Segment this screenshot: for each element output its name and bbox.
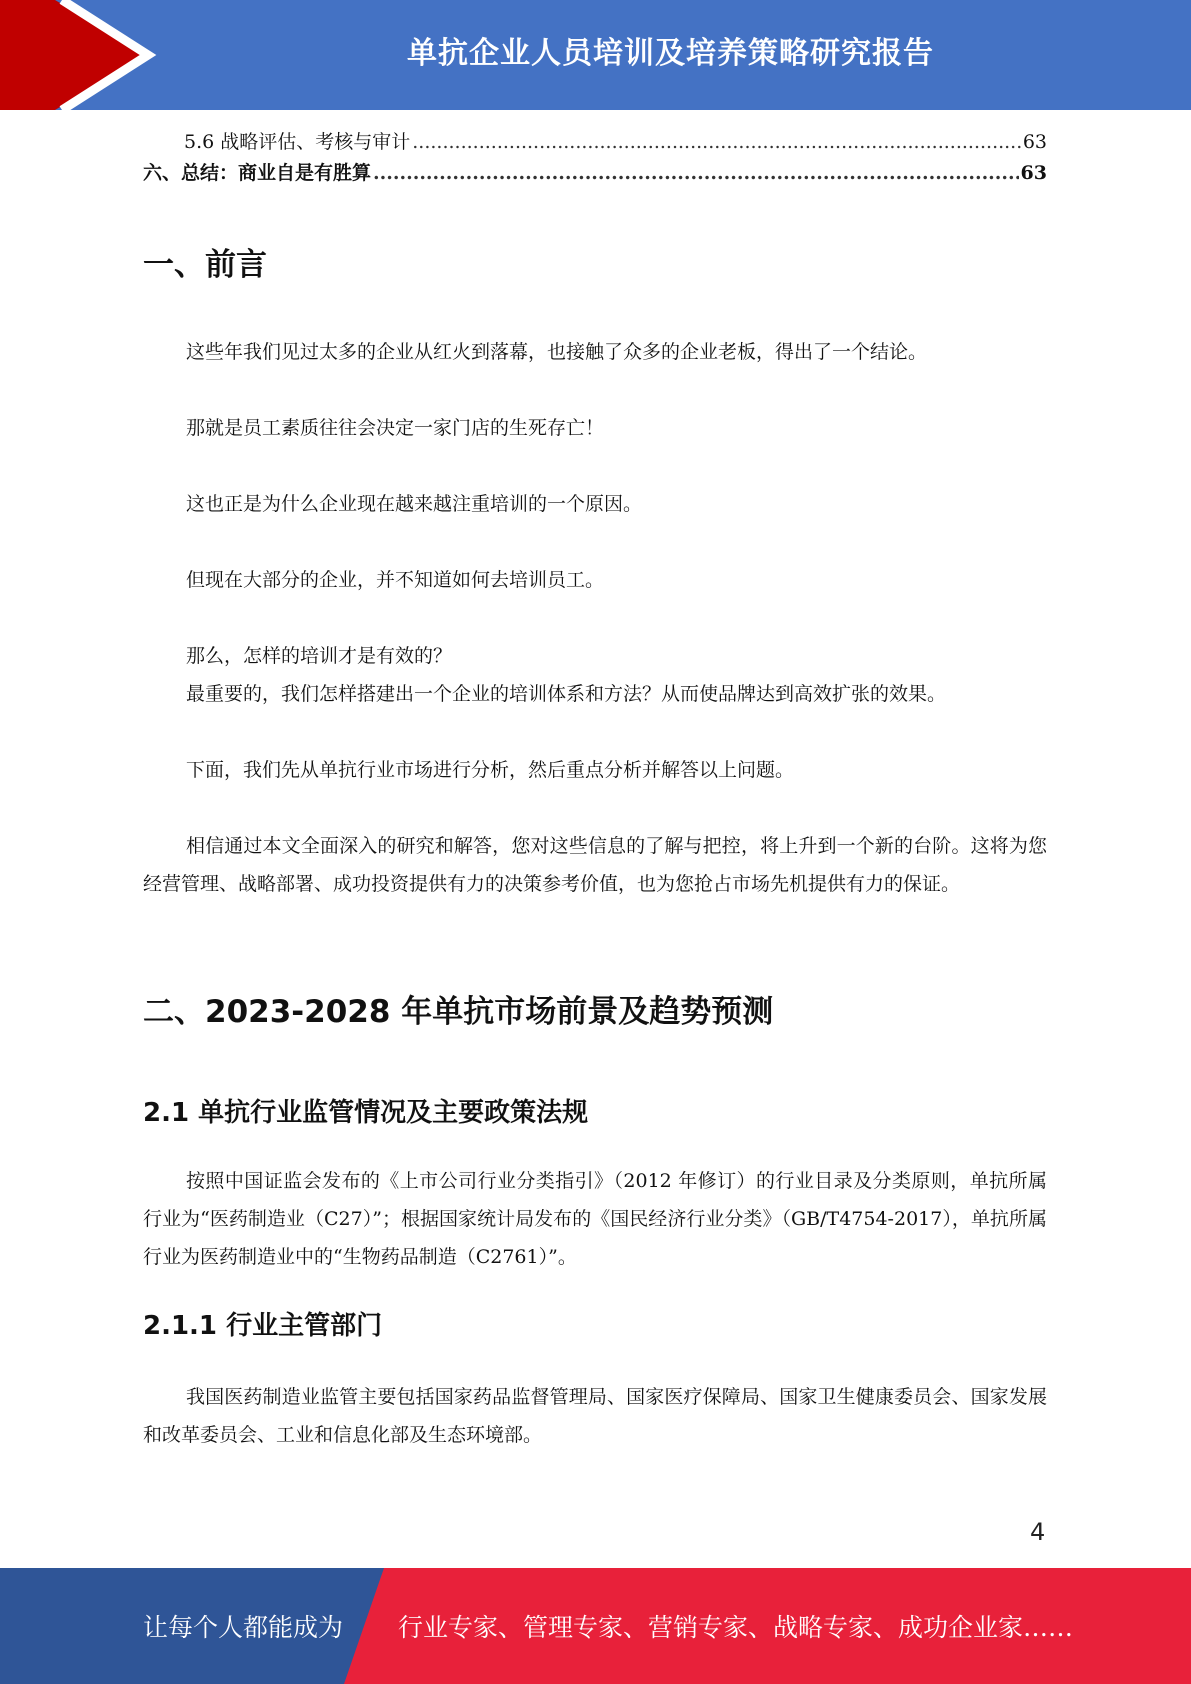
report-title: 单抗企业人员培训及培养策略研究报告 — [407, 36, 934, 71]
subsection-heading-authorities: 2.1.1 行业主管部门 — [143, 1311, 383, 1341]
footer-slogan-left: 让每个人都能成为 — [143, 1613, 344, 1642]
authorities-paragraph: 我国医药制造业监管主要包括国家药品监督管理局、国家医疗保障局、国家卫生健康委员会、国家发展和改革委员会、工业和信息化部及生态环境部。 — [143, 1386, 1047, 1446]
preface-paragraph: 下面，我们先从单抗行业市场进行分析，然后重点分析并解答以上问题。 — [186, 759, 795, 781]
regulation-paragraph: 按照中国证监会发布的《上市公司行业分类指引》（2012 年修订）的行业目录及分类原则，单抗所属行业为“医药制造业（C27）”；根据国家统计局发布的《国民经济行业分类》（GB/T4754-2017），单抗所属行业为医药制造业中的“生物药品制造（C2761）”。 — [143, 1170, 1047, 1268]
header-arrow-decoration — [0, 0, 160, 110]
footer-banner — [0, 1568, 1191, 1684]
preface-paragraph: 但现在大部分的企业，并不知道如何去培训员工。 — [186, 569, 605, 591]
preface-paragraph: 最重要的，我们怎样搭建出一个企业的培训体系和方法？从而使品牌达到高效扩张的效果。 — [186, 683, 947, 705]
section-heading-market: 二、2023-2028 年单抗市场前景及趋势预测 — [143, 994, 774, 1030]
toc-entry[interactable] — [143, 161, 1047, 185]
toc-leader-dots — [412, 130, 1021, 154]
preface-paragraph: 那就是员工素质往往会决定一家门店的生死存亡！ — [186, 417, 605, 439]
toc-leader-dots — [373, 161, 1019, 185]
preface-paragraph: 相信通过本文全面深入的研究和解答，您对这些信息的了解与把控，将上升到一个新的台阶。这将为您经营管理、战略部署、成功投资提供有力的决策参考价值，也为您抢占市场先机提供有力的保证。 — [143, 835, 1047, 895]
page-number: 4 — [1030, 1518, 1046, 1546]
preface-paragraph: 这也正是为什么企业现在越来越注重培训的一个原因。 — [186, 493, 643, 515]
toc-entry[interactable] — [184, 130, 1047, 154]
toc-entry-label: 六、总结：商业自是有胜算 — [143, 162, 372, 184]
preface-paragraph: 那么，怎样的培训才是有效的？ — [186, 645, 453, 667]
toc-entry-label: 5.6 战略评估、考核与审计 — [184, 131, 411, 153]
header-banner — [0, 0, 1191, 110]
subsection-heading-regulation: 2.1 单抗行业监管情况及主要政策法规 — [143, 1098, 589, 1128]
preface-paragraph: 这些年我们见过太多的企业从红火到落幕，也接触了众多的企业老板，得出了一个结论。 — [186, 341, 928, 363]
toc-entry-page: 63 — [1022, 131, 1047, 153]
section-heading-preface: 一、前言 — [143, 247, 267, 283]
footer-slogan-right: 行业专家、管理专家、营销专家、战略专家、成功企业家…… — [398, 1613, 1074, 1642]
toc-entry-page: 63 — [1020, 162, 1047, 184]
